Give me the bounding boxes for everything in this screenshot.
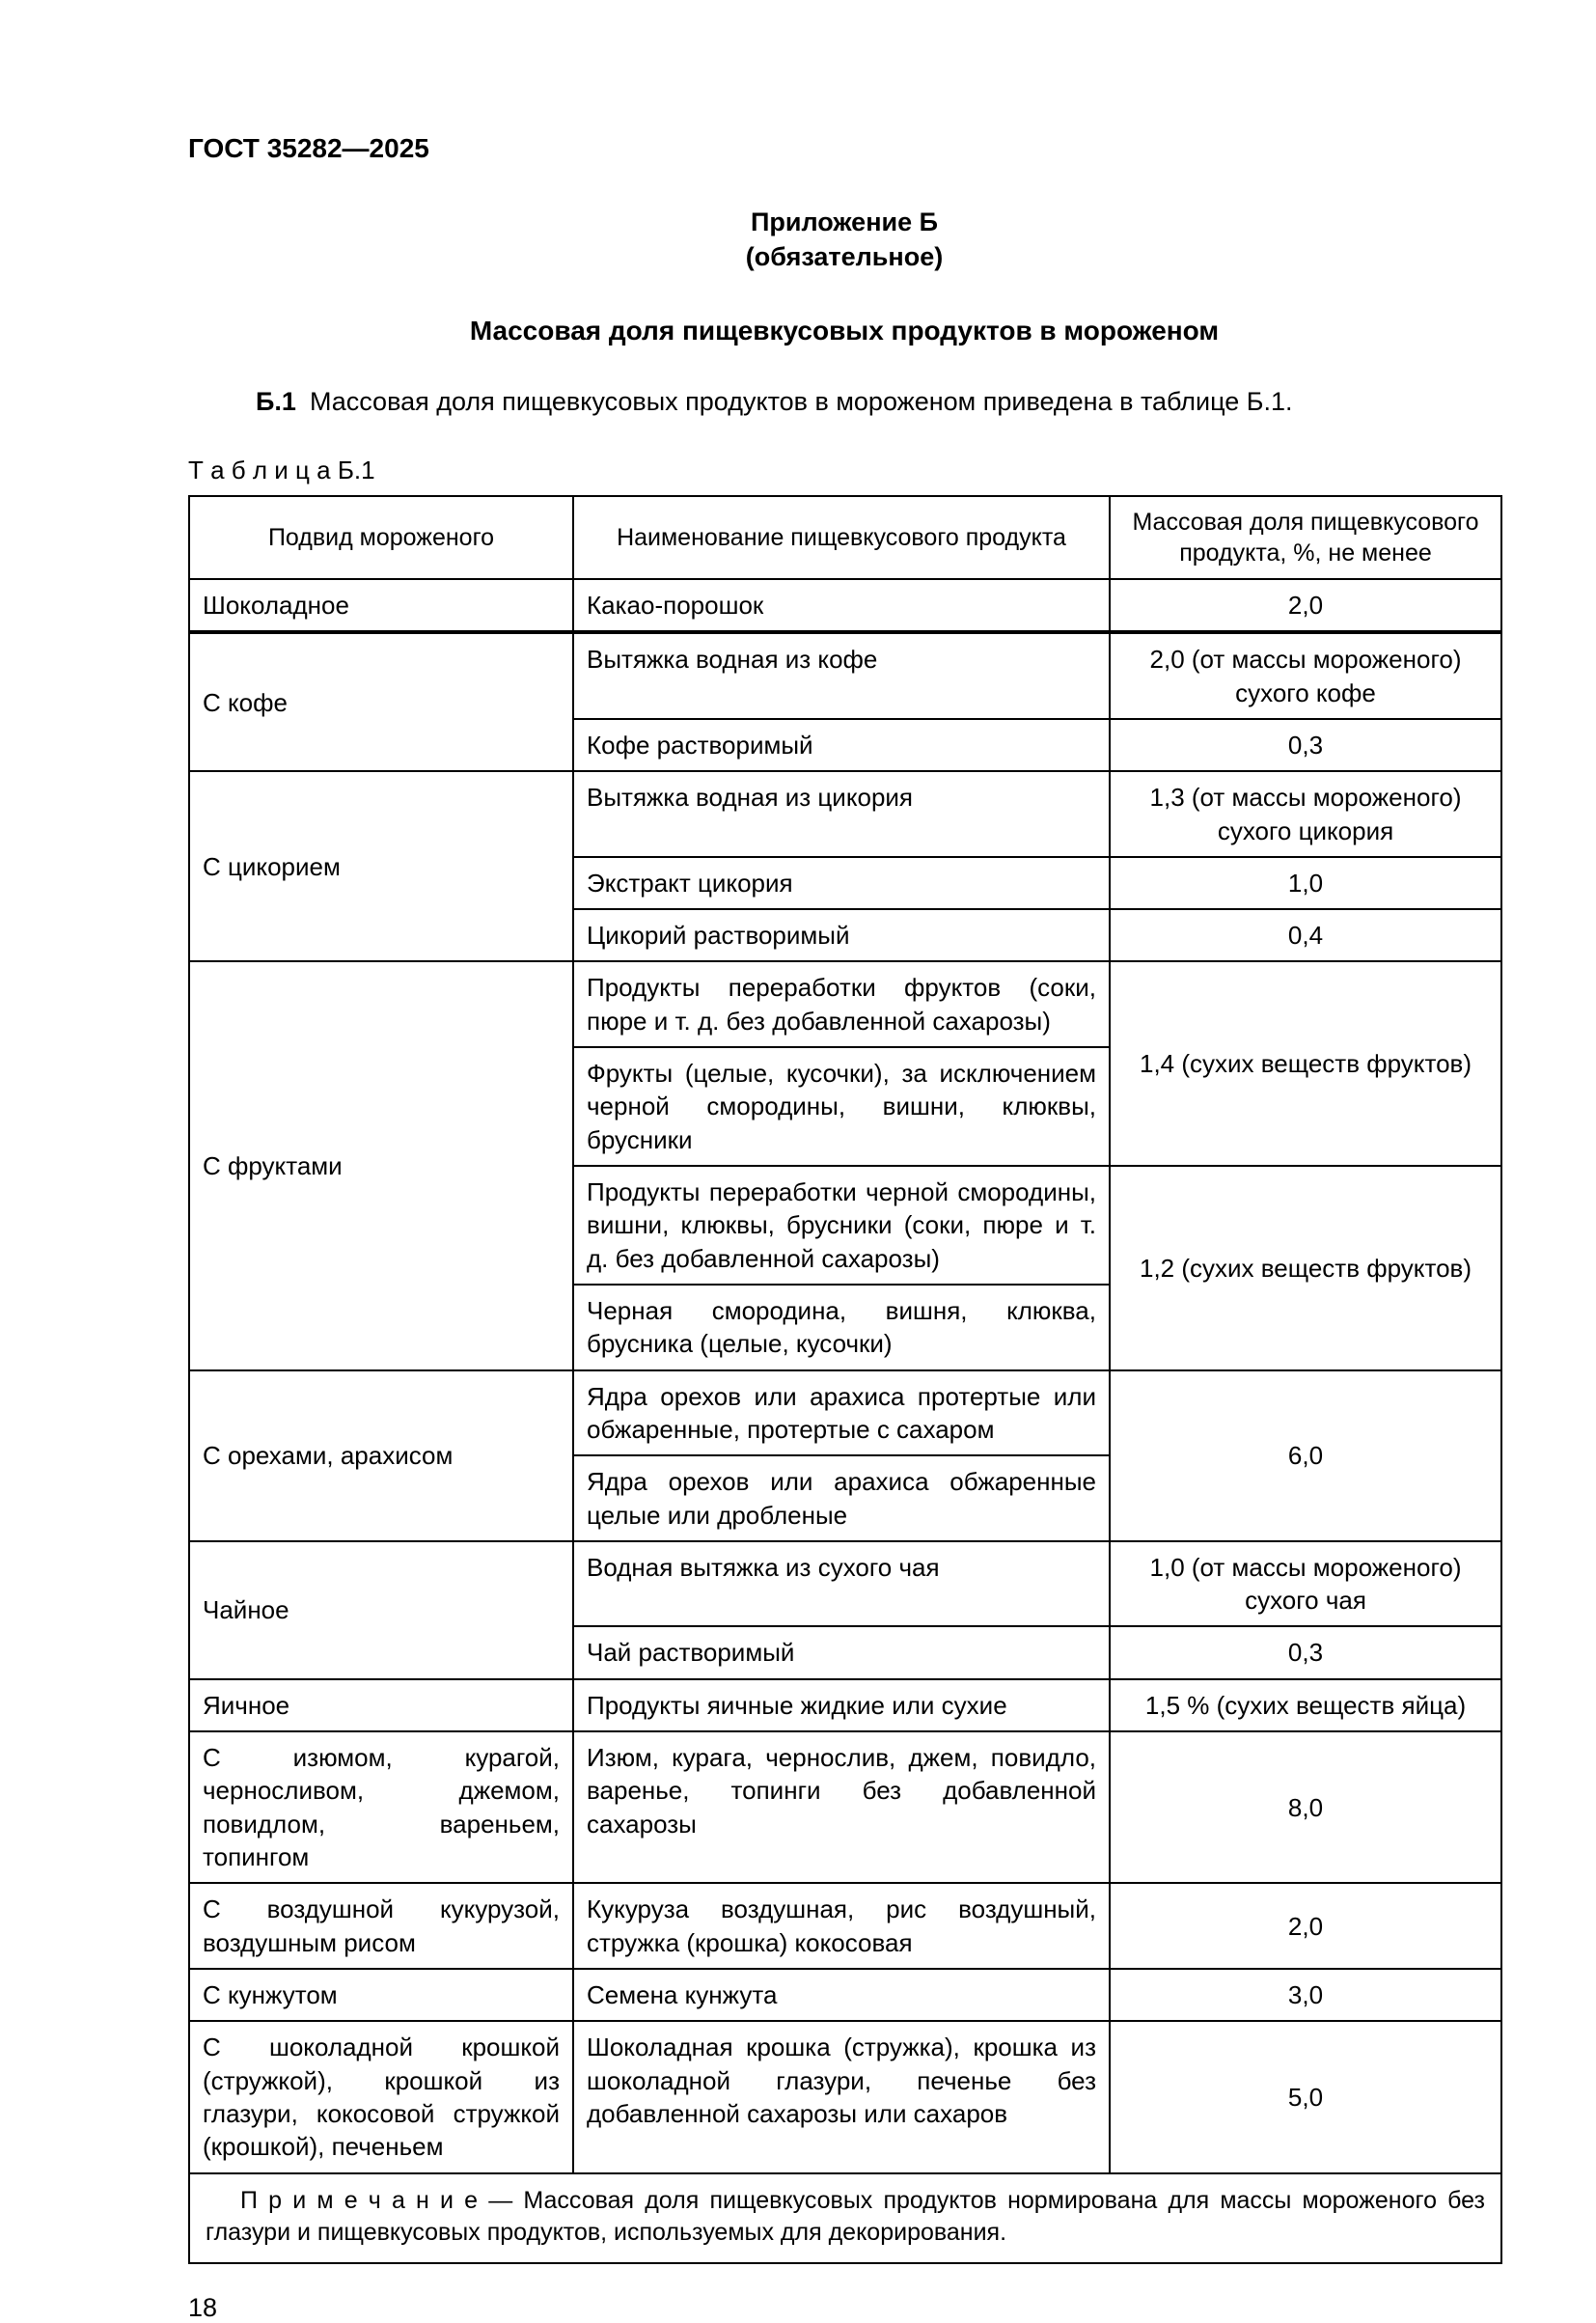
cell-value: 1,5 % (сухих веществ яйца)	[1110, 1679, 1501, 1731]
cell-subtype: Чайное	[189, 1541, 573, 1679]
col-header-product: Наименование пищевкусового продукта	[573, 496, 1110, 579]
table-b1	[188, 495, 1502, 2264]
cell-value: 0,3	[1110, 1626, 1501, 1678]
cell-subtype: С изюмом, курагой, черносливом, джемом, повидлом, вареньем, топингом	[189, 1731, 573, 1883]
cell-value: 3,0	[1110, 1969, 1501, 2021]
note-label: П р и м е ч а н и е	[240, 2186, 479, 2214]
cell-subtype: С орехами, арахисом	[189, 1370, 573, 1541]
table-row-raisins	[189, 1731, 1501, 1883]
cell-value: 1,4 (сухих веществ фруктов)	[1110, 961, 1501, 1166]
cell-subtype: С воздушной кукурузой, воздушным рисом	[189, 1883, 573, 1969]
cell-value: 0,4	[1110, 909, 1501, 961]
table-row-choc-chips	[189, 2021, 1501, 2172]
cell-product: Водная вытяжка из сухого чая	[573, 1541, 1110, 1627]
cell-value: 1,2 (сухих веществ фруктов)	[1110, 1166, 1501, 1370]
table-caption: Т а б л и ц а Б.1	[188, 455, 375, 484]
cell-value: 2,0	[1110, 1883, 1501, 1969]
cell-product: Изюм, курага, чернослив, джем, повидло, варенье, топинги без добавленной сахарозы	[573, 1731, 1110, 1883]
cell-subtype: Яичное	[189, 1679, 573, 1731]
cell-value: 2,0 (от массы мороженого) сухого кофе	[1110, 632, 1501, 719]
table-row-nuts-1	[189, 1370, 1501, 1456]
cell-product: Ядра орехов или арахиса протертые или обжаренные, протертые с сахаром	[573, 1370, 1110, 1456]
table-row-tea-1	[189, 1541, 1501, 1627]
appendix-kind: (обязательное)	[745, 242, 944, 272]
appendix-label: Приложение Б	[750, 207, 939, 236]
table-row-fruits-1	[189, 961, 1501, 1047]
col-header-value: Массовая доля пищевкусового продукта, %, не менее	[1110, 496, 1501, 579]
cell-product: Чай растворимый	[573, 1626, 1110, 1678]
page-number: 18	[188, 2292, 218, 2322]
cell-value: 8,0	[1110, 1731, 1501, 1883]
col-header-subtype: Подвид мороженого	[189, 496, 573, 579]
cell-subtype: С фруктами	[189, 961, 573, 1369]
cell-subtype: С кунжутом	[189, 1969, 573, 2021]
doc-number: ГОСТ 35282—2025	[188, 133, 429, 163]
cell-value: 5,0	[1110, 2021, 1501, 2172]
cell-product: Продукты яичные жидкие или сухие	[573, 1679, 1110, 1731]
cell-product: Фрукты (целые, кусочки), за исключением черной смородины, вишни, клюквы, брусники	[573, 1047, 1110, 1166]
cell-product: Черная смородина, вишня, клюква, брусника (целые, кусочки)	[573, 1285, 1110, 1370]
cell-value: 0,3	[1110, 719, 1501, 771]
table-header-row	[189, 496, 1501, 579]
intro-paragraph	[188, 385, 1500, 419]
table-row-coffee-1	[189, 632, 1501, 719]
cell-product: Экстракт цикория	[573, 857, 1110, 909]
table-note	[189, 2173, 1501, 2263]
cell-subtype: С кофе	[189, 632, 573, 771]
cell-product: Цикорий растворимый	[573, 909, 1110, 961]
table-row-popcorn	[189, 1883, 1501, 1969]
cell-value: 2,0	[1110, 579, 1501, 632]
cell-product: Кукуруза воздушная, рис воздушный, стружка (крошка) кокосовая	[573, 1883, 1110, 1969]
table-note-row	[189, 2173, 1501, 2263]
note-text: — Массовая доля пищевкусовых продуктов нормирована для массы мороженого без глазури и пищевкусовых продуктов, используемых для декорирования.	[206, 2186, 1486, 2246]
table-row-sesame	[189, 1969, 1501, 2021]
intro-text: Массовая доля пищевкусовых продуктов в мороженом приведена в таблице Б.1.	[309, 386, 1293, 416]
section-title: Массовая доля пищевкусовых продуктов в мороженом	[469, 315, 1220, 346]
cell-subtype: С цикорием	[189, 771, 573, 961]
table-row-chocolate	[189, 579, 1501, 632]
cell-value: 1,3 (от массы мороженого) сухого цикория	[1110, 771, 1501, 857]
cell-value: 1,0 (от массы мороженого) сухого чая	[1110, 1541, 1501, 1627]
cell-product: Семена кунжута	[573, 1969, 1110, 2021]
cell-product: Кофе растворимый	[573, 719, 1110, 771]
cell-product: Вытяжка водная из кофе	[573, 632, 1110, 719]
cell-value: 1,0	[1110, 857, 1501, 909]
appendix-heading	[188, 205, 1500, 275]
cell-product: Ядра орехов или арахиса обжаренные целые или дробленые	[573, 1455, 1110, 1541]
cell-product: Какао-порошок	[573, 579, 1110, 632]
cell-product: Вытяжка водная из цикория	[573, 771, 1110, 857]
clause-number: Б.1	[256, 386, 296, 416]
cell-product: Продукты переработки черной смородины, вишни, клюквы, брусники (соки, пюре и т. д. без добавленной сахарозы)	[573, 1166, 1110, 1285]
cell-subtype: Шоколадное	[189, 579, 573, 632]
cell-product: Продукты переработки фруктов (соки, пюре и т. д. без добавленной сахарозы)	[573, 961, 1110, 1047]
cell-subtype: С шоколадной крошкой (стружкой), крошкой из глазури, кокосовой стружкой (крошкой), печеньем	[189, 2021, 573, 2172]
table-row-chicory-1	[189, 771, 1501, 857]
cell-product: Шоколадная крошка (стружка), крошка из шоколадной глазури, печенье без добавленной сахарозы или сахаров	[573, 2021, 1110, 2172]
cell-value: 6,0	[1110, 1370, 1501, 1541]
table-row-egg	[189, 1679, 1501, 1731]
